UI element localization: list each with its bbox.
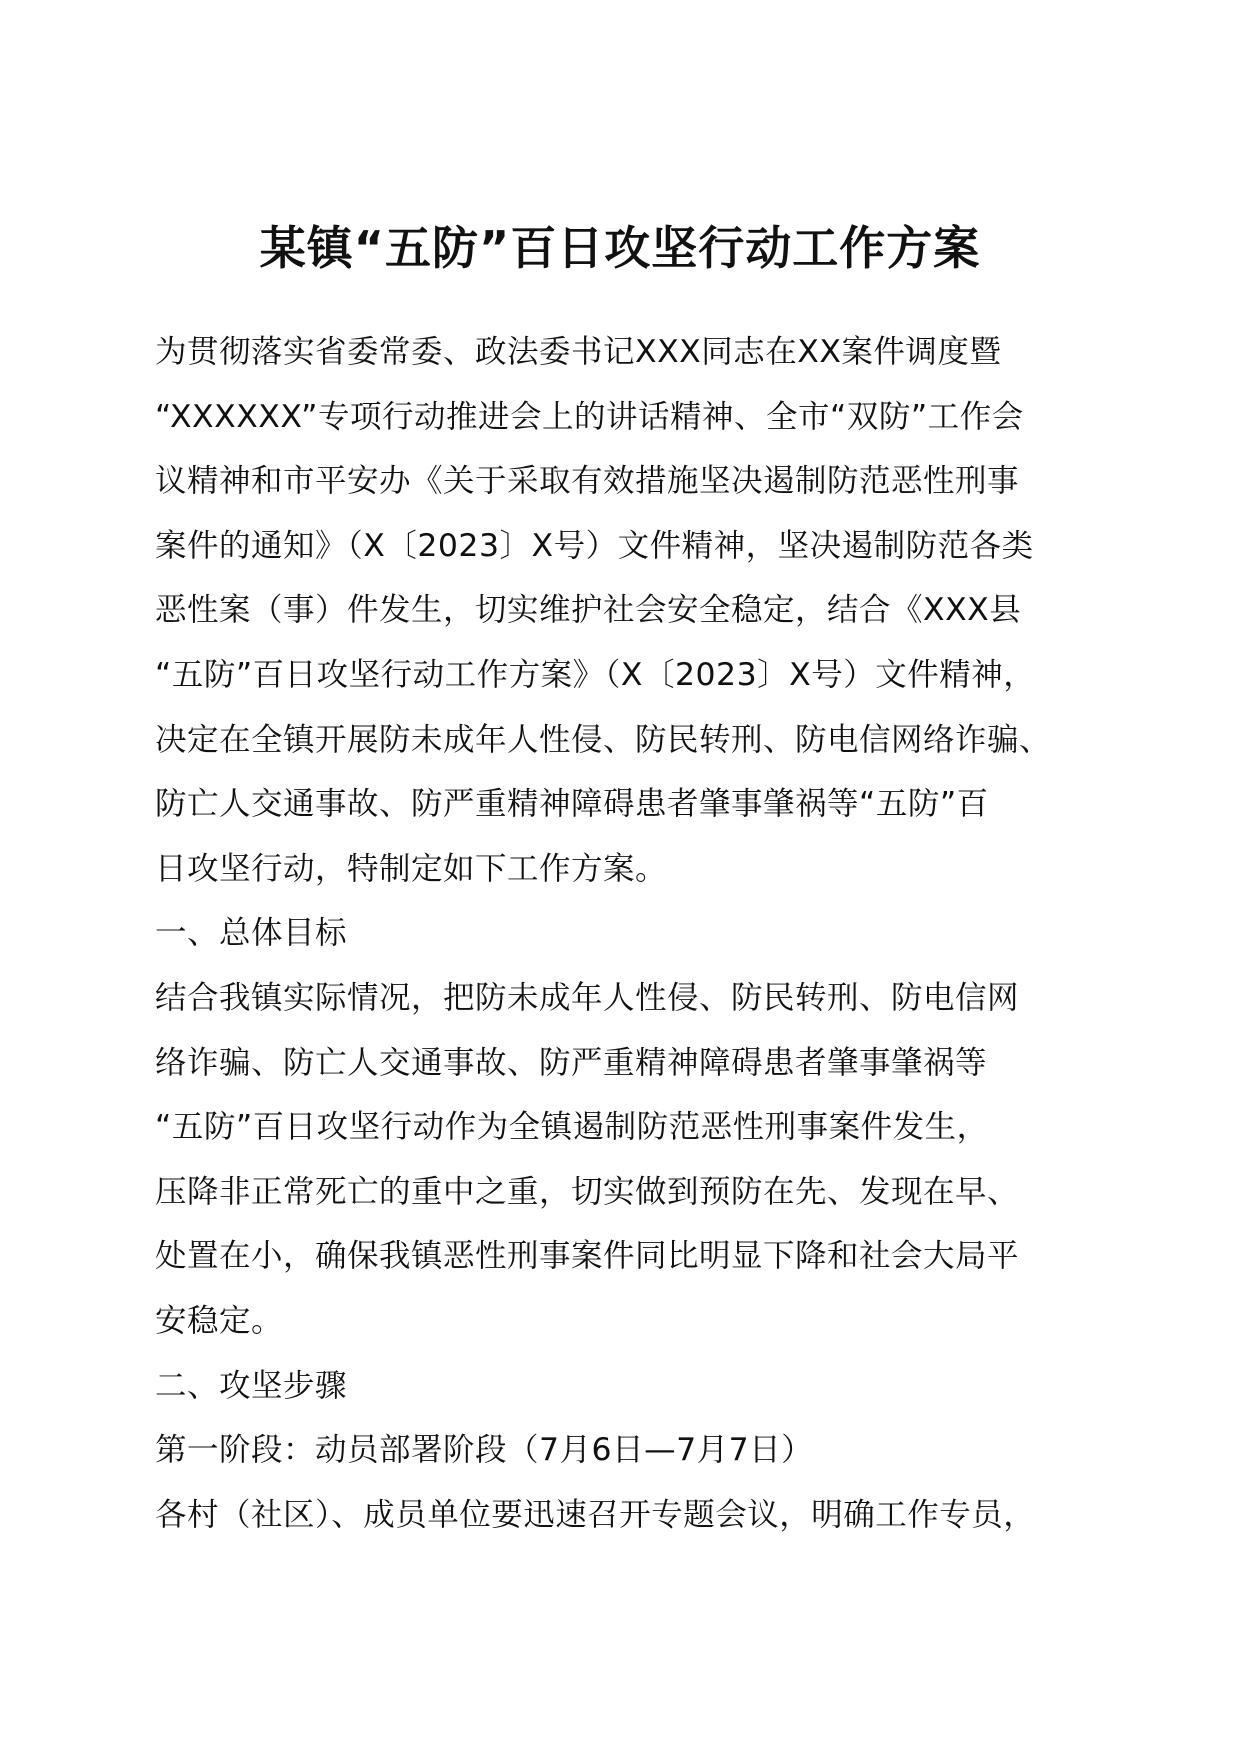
text-line: “XXXXXX”专项行动推进会上的讲话精神、全市“双防”工作会 xyxy=(155,398,1024,435)
text-line: 处置在小，确保我镇恶性刑事案件同比明显下降和社会大局平 xyxy=(155,1238,1020,1275)
text-line: 结合我镇实际情况，把防未成年人性侵、防民转刑、防电信网 xyxy=(155,979,1020,1016)
text-line: 为贯彻落实省委常委、政法委书记XXX同志在XX案件调度暨 xyxy=(155,334,1002,370)
text-line: 络诈骗、防亡人交通事故、防严重精神障碍患者肇事肇祸等 xyxy=(155,1044,988,1081)
text-line: 安稳定。 xyxy=(155,1302,284,1339)
text-line: 案件的通知》（X〔2023〕X号）文件精神，坚决遏制防范各类 xyxy=(155,527,1034,564)
text-line: 防亡人交通事故、防严重精神障碍患者肇事肇祸等“五防”百 xyxy=(155,786,989,823)
text-line: 压降非正常死亡的重中之重，切实做到预防在先、发现在早、 xyxy=(155,1173,1020,1210)
stage-heading: 第一阶段：动员部署阶段（7月6日—7月7日） xyxy=(155,1432,814,1469)
text-line: 恶性案（事）件发生，切实维护社会安全稳定，结合《XXX县 xyxy=(155,592,1022,629)
text-line: “五防”百日攻坚行动工作方案》（X〔2023〕X号）文件精神， xyxy=(155,656,1036,693)
section-heading: 一、总体目标 xyxy=(155,915,348,952)
text-line: 各村（社区）、成员单位要迅速召开专题会议，明确工作专员， xyxy=(155,1496,1036,1533)
text-line: 日攻坚行动，特制定如下工作方案。 xyxy=(155,850,668,887)
document-title: 某镇“五防”百日攻坚行动工作方案 xyxy=(259,221,981,275)
text-line: “五防”百日攻坚行动作为全镇遏制防范恶性刑事案件发生， xyxy=(155,1109,989,1146)
text-line: 议精神和市平安办《关于采取有效措施坚决遏制防范恶性刑事 xyxy=(155,463,1020,500)
section-heading: 二、攻坚步骤 xyxy=(155,1367,348,1404)
document-body xyxy=(155,320,1095,1547)
text-line: 决定在全镇开展防未成年人性侵、防民转刑、防电信网络诈骗、 xyxy=(155,721,1052,758)
